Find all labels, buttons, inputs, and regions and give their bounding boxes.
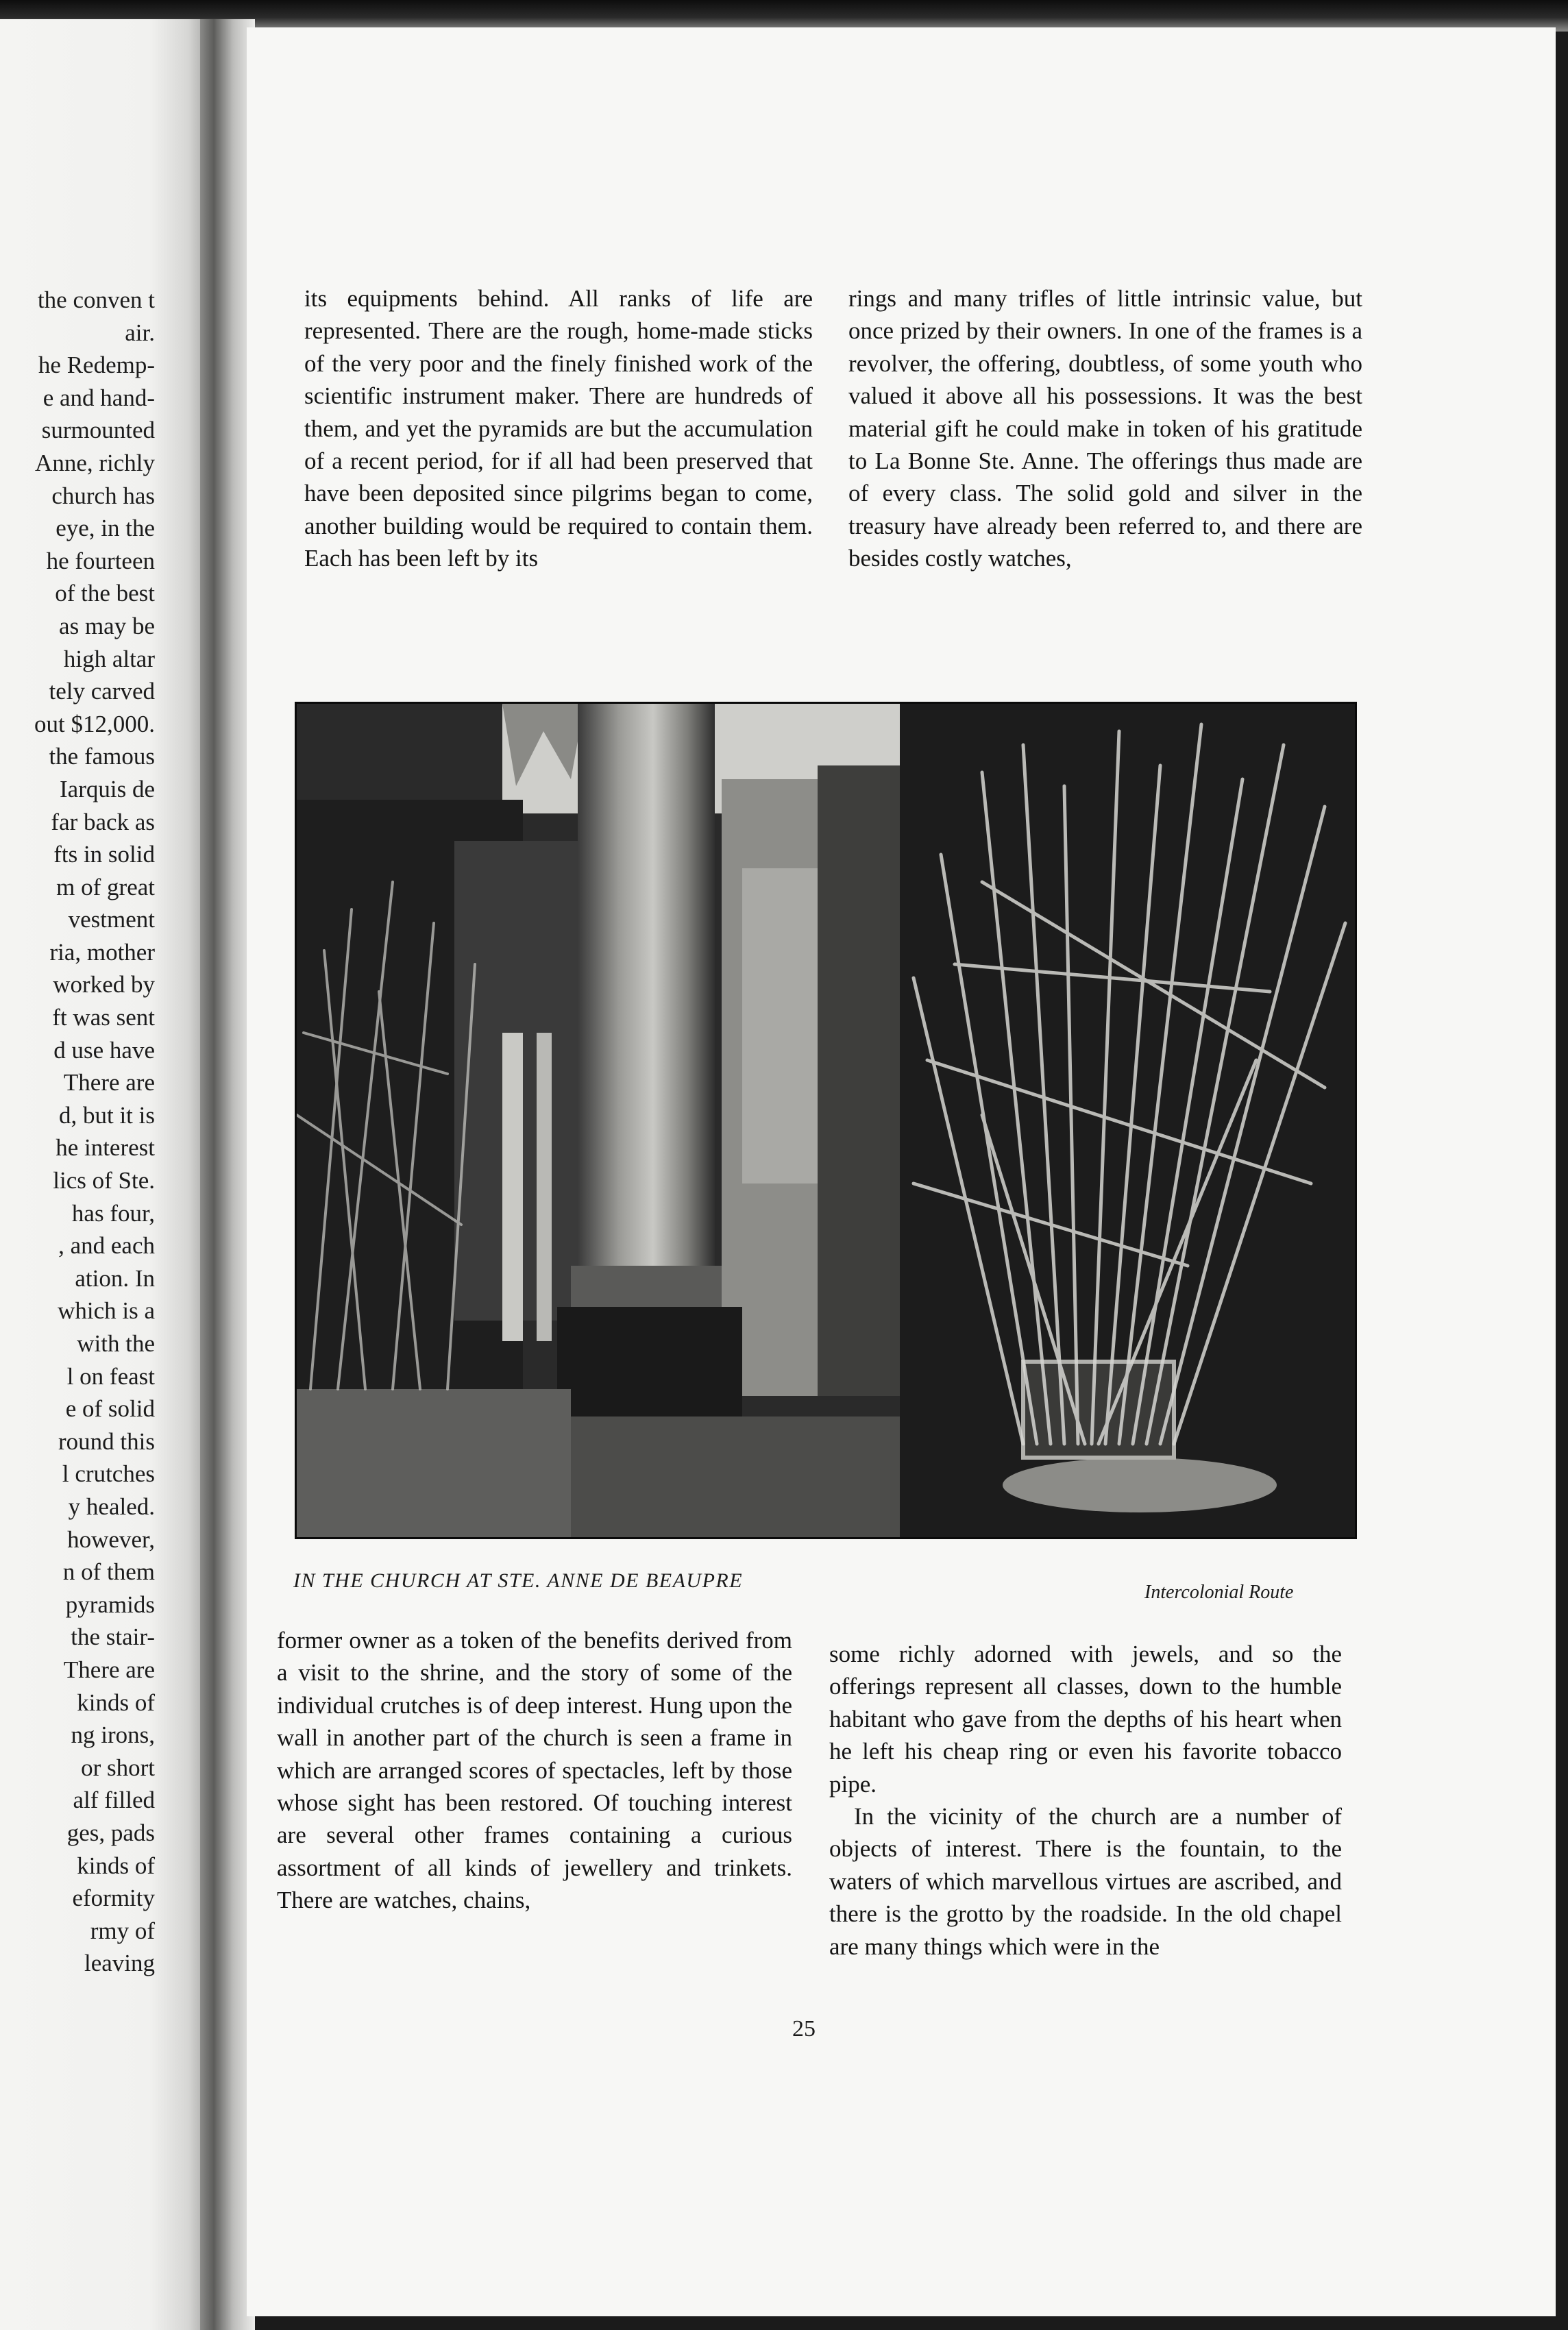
left-page-line: or short bbox=[81, 1754, 155, 1781]
left-page-line: high altar bbox=[63, 645, 155, 672]
left-page-line: out $12,000. bbox=[34, 710, 155, 737]
left-page-line: d, but it is bbox=[58, 1101, 155, 1129]
bottom-column-right bbox=[829, 1638, 1342, 1963]
left-page-line: he Redemp- bbox=[38, 352, 155, 379]
left-page-line: l crutches bbox=[62, 1460, 155, 1488]
left-page-line: There are bbox=[63, 1069, 155, 1096]
photo-caption: IN THE CHURCH AT STE. ANNE DE BEAUPRE bbox=[293, 1569, 744, 1592]
church-crutches-image bbox=[297, 704, 1355, 1537]
left-page-line: There are bbox=[63, 1656, 155, 1683]
bottom-column-left bbox=[277, 1624, 792, 1917]
left-page-line: with the bbox=[77, 1330, 155, 1357]
left-page-line: the conven t bbox=[37, 286, 155, 313]
left-page-line: fts in solid bbox=[53, 841, 155, 868]
left-page-line: air. bbox=[125, 319, 155, 346]
left-page-line: d use have bbox=[53, 1036, 155, 1064]
left-page-line: round this bbox=[58, 1427, 155, 1455]
left-page-line: ng irons, bbox=[71, 1721, 155, 1749]
left-page-line: has four, bbox=[71, 1199, 155, 1227]
left-page-line: Iarquis de bbox=[60, 775, 155, 802]
left-page-line: alf filled bbox=[73, 1787, 155, 1814]
left-page-line: the stair- bbox=[71, 1623, 155, 1651]
left-page-line: leaving bbox=[84, 1950, 155, 1977]
left-page-line: of the best bbox=[55, 580, 155, 607]
left-page-line: e and hand- bbox=[42, 384, 155, 411]
left-page-line: church has bbox=[51, 482, 155, 509]
left-page-line: he fourteen bbox=[46, 547, 155, 574]
left-page-line: e of solid bbox=[65, 1395, 155, 1423]
left-page-line: , and each bbox=[58, 1232, 155, 1260]
left-page-line: y healed. bbox=[68, 1493, 155, 1520]
top-column-right bbox=[848, 282, 1362, 575]
top-column-left bbox=[304, 282, 813, 575]
left-page-line: m of great bbox=[56, 873, 155, 900]
left-page-line: he interest bbox=[56, 1134, 155, 1162]
left-page bbox=[0, 19, 214, 2330]
church-photograph bbox=[295, 702, 1357, 1539]
left-page-line: worked by bbox=[53, 971, 155, 998]
left-page-line: ation. In bbox=[75, 1264, 155, 1292]
paragraph: rings and many trifles of little intrinsic value, but once prized by their owners. In one of the frames is a revolver, the offering, doubtless, of some youth who valued it above all his possessions. It was the best material gift he could make in token of his gratitude to La Bonne Ste. Anne. The offerings thus made are of every class. The solid gold and silver in the treasury have already been referred to, and there are besides costly watches, bbox=[848, 285, 1362, 572]
left-page-line: l on feast bbox=[66, 1362, 155, 1390]
left-page-line: lics of Ste. bbox=[53, 1167, 155, 1194]
photo-credit: Intercolonial Route bbox=[1144, 1582, 1294, 1603]
left-page-line: ria, mother bbox=[49, 938, 155, 966]
left-page-line: far back as bbox=[51, 808, 155, 835]
paragraph: some richly adorned with jewels, and so the offerings represent all classes, down to the humble habitant who gave from the depths of his heart when he left his cheap ring or even his favorite tobacco pipe. bbox=[829, 1641, 1342, 1798]
paragraph: In the vicinity of the church are a number of objects of interest. There is the fountain, to the waters of which marvellous virtues are ascribed, and there is the grotto by the roadside. In the old chapel are many things which were in the bbox=[829, 1803, 1342, 1960]
left-page-line: surmounted bbox=[41, 417, 155, 444]
left-page-line: the famous bbox=[49, 743, 155, 770]
page-number: 25 bbox=[792, 2016, 816, 2041]
left-page-line: pyramids bbox=[65, 1591, 155, 1618]
paragraph: former owner as a token of the benefits derived from a visit to the shrine, and the story of some of the individual crutches is of deep interest. Hung upon the wall in another part of the church is seen a frame in which are arranged scores of spectacles, left by those whose sight has been restored. Of touching interest are several other frames containing a curious assortment of all kinds of jewellery and trinkets. There are watches, chains, bbox=[277, 1627, 792, 1914]
left-page-line: n of them bbox=[62, 1558, 155, 1586]
left-page-text bbox=[0, 284, 155, 1980]
left-page-line: however, bbox=[67, 1525, 155, 1553]
paragraph: its equipments behind. All ranks of life are represented. There are the rough, home-made sticks of the very poor and the finely finished work of the scientific instrument maker. There are hundreds of them, and yet the pyramids are but the accumulation of a recent period, for if all had been preserved that have been deposited since pilgrims began to come, another building would be required to contain them. Each has been left by its bbox=[304, 285, 813, 572]
left-page-line: tely carved bbox=[49, 678, 155, 705]
left-page-line: ges, pads bbox=[66, 1819, 155, 1846]
left-page-line: ft was sent bbox=[52, 1004, 155, 1031]
left-page-line: which is a bbox=[58, 1297, 155, 1325]
left-page-line: rmy of bbox=[90, 1917, 155, 1944]
left-page-line: vestment bbox=[68, 906, 155, 933]
left-page-line: Anne, richly bbox=[35, 449, 155, 476]
left-page-line: as may be bbox=[59, 612, 155, 639]
left-page-line: kinds of bbox=[77, 1852, 155, 1879]
left-page-line: eye, in the bbox=[56, 515, 155, 542]
left-page-line: kinds of bbox=[77, 1689, 155, 1716]
left-page-line: eformity bbox=[72, 1885, 155, 1912]
